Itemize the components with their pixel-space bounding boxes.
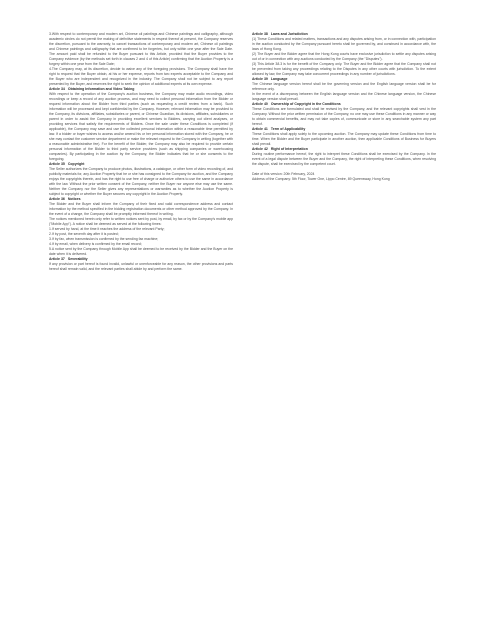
article-40-body: These Conditions are formulated and shall be revised by the Company, and the relevant copyrights shall vest in the Company. Without the prior written permission of the Company, no one may use these Conditions in any manner or way to obtain commercial benefits, and may not take copies of, communicate or store in any searchable system any part hereof. — [252, 107, 436, 126]
article-36-heading: Article 36 Notices — [49, 197, 81, 201]
article-37-body: If any provision or part hereof is found invalid, unlawful or unenforceable for any reason, the other provisions and parts hereof shall remain valid, and the relevant parties shall abide by and perform the same. — [49, 262, 233, 271]
article-33-clause-4: 4.The Company may, at its discretion, decide to waive any of the foregoing provisions. The Company shall have the right to request that the Buyer obtain, at his or her expense, reports from two experts acceptable to the Company and the Buyer who are independent and recognized in the industry. The Company shall not be subject to any report presented by the Buyer, and reserves the right to seek the opinion of additional experts at its own expense. — [49, 67, 233, 86]
article-39-heading: Article 39 Language — [252, 77, 288, 81]
article-34-body: With respect to the operation of the Company's auction business, the Company may make audio recordings, video recordings or keep a record of any auction process, and may need to collect personal information from the Bidder or request information about the Bidder from third parties (such as requesting a credit review from a bank). Such information will be processed and kept confidential by the Company. However, relevant information may be provided to the Company, its divisions, affiliates, subsidiaries or parent, or Chinese Guardian, its divisions, affiliates, subsidiaries or parent in order to assist the Company in providing excellent services to Bidders, carrying out client analyses, or providing services that satisfy the requirements of Bidders. Once the sale under these Conditions is completed (if applicable), the Company may save and use the collected personal information within a reasonable time permitted by law. If a bidder or buyer wishes to access and/or amend his or her personal information stored with the Company, he or she may contact the customer service department or make the relevant request to the Company in writing (together with a reasonable administrative fee). For the benefit of the Bidder, the Company may also be required to provide certain personal information of the Bidder to third party service providers (such as shipping companies or warehousing companies). By participating in the auction by the Company, the Bidder indicates that he or she consents to the foregoing. — [49, 92, 233, 161]
article-39-paragraph: The Chinese language version hereof shall be the governing version and the English language version shall be for reference only. — [252, 82, 436, 91]
article-38-heading: Article 38 Laws and Jurisdiction — [252, 32, 308, 36]
company-address: Address of the Company: 5th Floor, Tower One, Lippo Centre, 89 Queensway, Hong Kong — [252, 177, 390, 181]
article-35-heading: Article 35 Copyright — [49, 162, 85, 166]
article-34-heading: Article 34 Obtaining Information and Video Taking — [49, 87, 135, 91]
article-41-body: These Conditions shall apply solely to the upcoming auction. The Company may update these Conditions from time to time. When the Bidder and the Buyer participate in another auction, then applicable Conditions of Business for Buyers shall prevail. — [252, 132, 436, 146]
article-39-paragraph: In the event of a discrepancy between the English language version and the Chinese language version, the Chinese language version shall prevail. — [252, 92, 436, 101]
article-36-paragraph: The notices mentioned herein only refer to written notices sent by post, by email, by fax or by the Company's mobile app ("Mobile App"). A notice shall be deemed as served at the following times: — [49, 217, 233, 226]
article-36-list-item: 2.If by post, the seventh day after it is posted; — [49, 232, 119, 236]
article-40-heading: Article 40 Ownership of Copyright in the Conditions — [252, 102, 341, 106]
left-column — [49, 32, 233, 272]
article-36-list-item: 3.If by fax, when transmission is confirmed by the sending fax machine; — [49, 237, 159, 241]
article-36-paragraph: The Bidder and the Buyer shall inform the Company of their fixed and valid correspondence address and contact information by the method specified in the bidding registration documents or other method approved by the Company. In the event of a change, the Company shall be promptly informed thereof in writing. — [49, 202, 233, 216]
version-date: Date of this version: 20th February, 2024 — [252, 172, 315, 176]
article-42-heading: Article 42 Right of Interpretation — [252, 147, 308, 151]
article-38-paragraph: (2) The Buyer and the Bidder agree that the Hong Kong courts have exclusive jurisdiction to settle any disputes arising out of or in connection with any auctions conducted by the Company (the "Disputes"). — [252, 52, 436, 61]
article-38-paragraph: (3) This Article 38.3 is for the benefit of the Company only. The Buyer and the Bidder agree that the Company shall not be prevented from taking any proceedings relating to the Disputes in any other courts with jurisdiction. To the extent allowed by law, the Company may take concurrent proceedings in any number of jurisdictions. — [252, 62, 436, 76]
article-33-clause-3: 3.With respect to contemporary and modern art, Chinese oil paintings and Chinese paintings and calligraphy, although academic circles do not permit the making of definitive statements in respect thereof at present, the Company reserves the discretion, pursuant to the warranty, to cancel transactions of contemporary and modern art, Chinese oil paintings and Chinese paintings and calligraphy that are confirmed to be forgeries, but only within one year after the Sale Date. The amount paid shall be refunded to the Buyer pursuant to this Article, provided that the Buyer provides to the Company evidence (by the methods set forth in clauses 2 and 4 of this Article) confirming that the Auction Property is a forgery within one year from the Sale Date; — [49, 32, 233, 66]
article-42-body: During routine performance hereof, the right to interpret these Conditions shall be exercised by the Company. In the event of a legal dispute between the Buyer and the Company, the right of interpreting these Conditions, when resolving the dispute, shall be exercised by the competent court. — [252, 152, 436, 166]
article-41-heading: Article 41 Term of Applicability — [252, 127, 306, 131]
article-37-heading: Article 37 Severability — [49, 257, 88, 261]
article-36-list-item: 1.If served by hand, at the time it reaches the address of the relevant Party; — [49, 227, 165, 231]
article-36-list-item: 4.If by email, when delivery is confirmed by the email record; — [49, 242, 142, 246]
article-38-paragraph: (1) These Conditions and related matters, transactions and any disputes arising from, or in connection with, participation in the auction conducted by the Company pursuant hereto shall be governed by, and construed in accordance with, the laws of Hong Kong. — [252, 37, 436, 51]
article-35-body: The Seller authorizes the Company to produce photos, illustrations, a catalogue, or other form of video recording of, and publicity materials for, any Auction Property that he or she has consigned to the Company for auction, and the Company enjoys the copyrights therein, and has the right to use free of charge or authorize others to use the same in accordance with the law. Without the prior written consent of the Company, neither the Buyer nor anyone else may use the same. Neither the Company nor the Seller gives any representations or warranties as to whether the Auction Property is subject to copyright or whether the Buyer secures any copyright in the Auction Property. — [49, 167, 233, 196]
article-36-list-item: 5.A notice sent by the Company through Mobile App shall be deemed to be received by the Bidder and the Buyer on the date when it is delivered. — [49, 247, 233, 256]
right-column — [252, 32, 436, 182]
